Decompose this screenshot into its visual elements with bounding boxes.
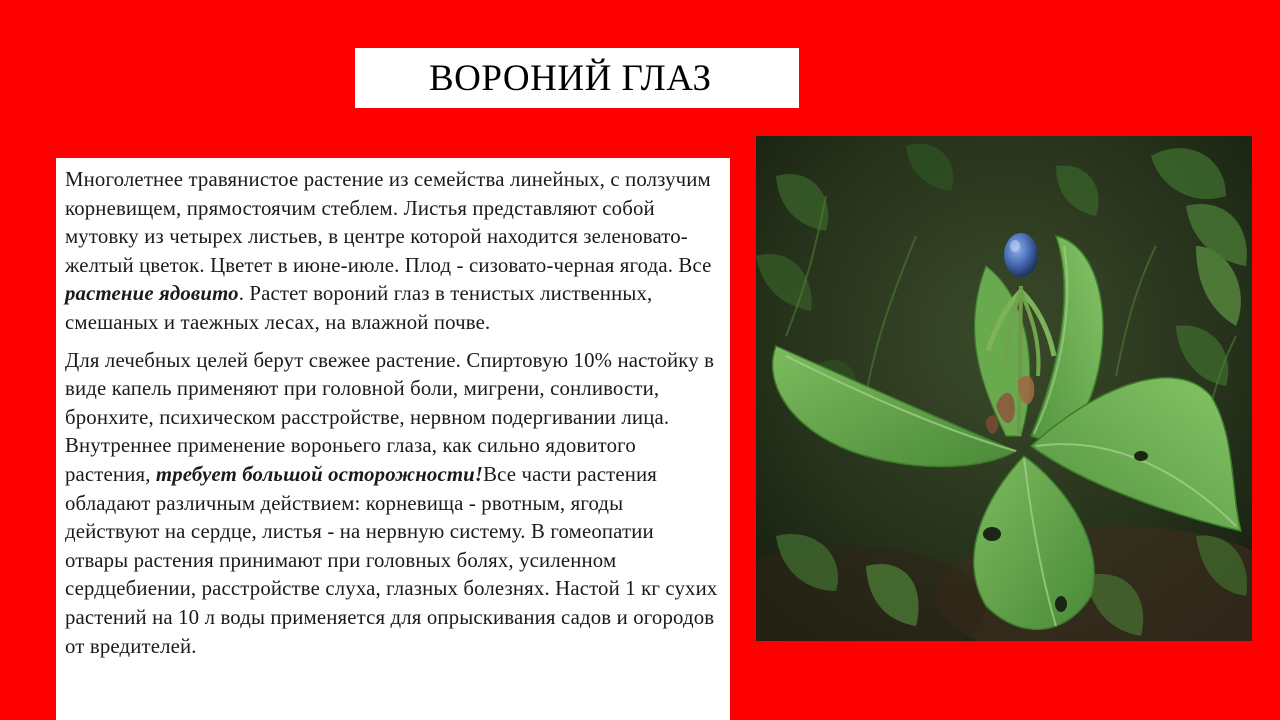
page-title: ВОРОНИЙ ГЛАЗ [429, 57, 712, 99]
paragraph-description [65, 166, 720, 338]
berry-icon [1004, 233, 1038, 277]
paragraph-description-tail: . Растет вороний глаз в тенистых лиственных, смешаных и таежных лесах, на влажной почве. [65, 282, 653, 334]
description-panel [56, 158, 730, 720]
poison-warning-emphasis: растение ядовито [65, 282, 239, 306]
paragraph-description-text: Многолетнее травянистое растение из семейства линейных, с ползучим корневищем, прямостоячим стеблем. Листья представляют собой мутовку из четырех листьев, в центре которой находится зеленовато-желтый цветок. Цветет в июне-июле. Плод - сизовато-черная ягода. Все [65, 168, 712, 277]
plant-illustration [756, 136, 1252, 641]
paragraph-medicinal-tail: Все части растения обладают различным действием: корневища - рвотным, ягоды действуют на сердце, листья - на нервную систему. В гомеопатии отвары растения принимают при головных болях, усиленном сердцебиении, расстройстве слуха, глазных болезнях. Настой 1 кг сухих растений на 10 л воды применяется для опрыскивания садов и огородов от вредителей. [65, 462, 718, 658]
paragraph-medicinal-text: Для лечебных целей берут свежее растение. Спиртовую 10% настойку в виде капель применяют при головной боли, мигрени, сонливости, бронхите, психическом расстройстве, нервном подергивании лица. Внутреннее применение вороньего глаза, как сильно ядовитого растения, [65, 348, 715, 486]
plant-photo [756, 136, 1252, 641]
paragraph-medicinal-use [65, 347, 720, 662]
title-box [355, 48, 799, 108]
caution-emphasis: требует большой осторожности! [155, 462, 484, 486]
